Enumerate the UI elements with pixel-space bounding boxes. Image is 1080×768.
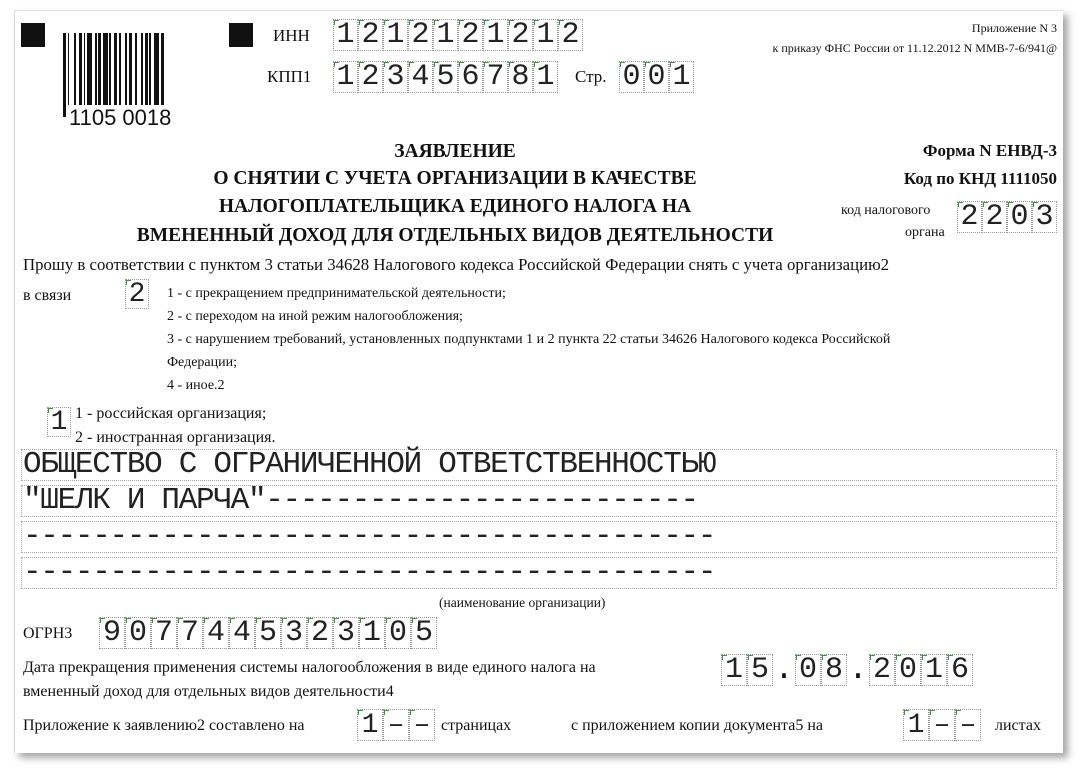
- date-label-1: Дата прекращения применения системы налогообложения в виде единого налога на: [23, 659, 596, 676]
- corner-marker-left: [21, 23, 45, 47]
- ogrn-field[interactable]: [99, 617, 437, 649]
- inn-label: ИНН: [273, 26, 310, 45]
- digit-cell[interactable]: 5: [747, 654, 773, 686]
- digit-cell[interactable]: 2: [957, 201, 982, 233]
- digit-cell[interactable]: 0: [385, 617, 411, 649]
- digit-cell[interactable]: 2: [408, 19, 433, 51]
- reason-3: 3 - с нарушением требований, установленных подпунктами 1 и 2 пункта 22 статьи 34626 Налогового кодекса Российской: [167, 332, 891, 347]
- digit-cell[interactable]: 2: [458, 19, 483, 51]
- digit-cell[interactable]: 0: [895, 654, 921, 686]
- digit-cell[interactable]: 9: [99, 617, 125, 649]
- digit-cell[interactable]: –: [955, 709, 981, 741]
- appendix-line-2: к приказу ФНС России от 11.12.2012 N ММВ-7-6/941@: [772, 41, 1057, 55]
- termination-date-field[interactable]: [721, 651, 973, 688]
- request-text: Прошу в соответствии с пунктом 3 статьи 34628 Налогового кодекса Российской Федерации снять с учета организацию2: [23, 255, 889, 274]
- pages-label-1: Приложение к заявлению2 составлено на: [23, 717, 305, 734]
- kpp-label: КПП1: [267, 67, 312, 86]
- sheets-label-2: листах: [995, 717, 1041, 734]
- knd-label: Код по КНД 1111050: [903, 169, 1057, 188]
- inn-field[interactable]: [333, 19, 583, 51]
- reason-4: 4 - иное.2: [167, 378, 225, 393]
- digit-cell[interactable]: 4: [229, 617, 255, 649]
- form-label: Форма N ЕНВД-3: [922, 141, 1057, 160]
- digit-cell[interactable]: 3: [1032, 201, 1057, 233]
- date-month-field[interactable]: [795, 654, 847, 686]
- digit-cell[interactable]: 1: [359, 617, 385, 649]
- date-year-field[interactable]: [869, 654, 973, 686]
- page-number-field[interactable]: [619, 61, 694, 93]
- digit-cell[interactable]: 1: [533, 61, 558, 93]
- digit-cell[interactable]: 6: [458, 61, 483, 93]
- ogrn-label: ОГРН3: [23, 625, 73, 642]
- digit-cell[interactable]: –: [929, 709, 955, 741]
- kpp-field[interactable]: [333, 61, 558, 93]
- tax-code-label-1: код налогового: [841, 203, 931, 218]
- digit-cell[interactable]: 2: [358, 19, 383, 51]
- digit-cell[interactable]: 7: [483, 61, 508, 93]
- digit-cell[interactable]: 1: [47, 407, 71, 437]
- appendix-line-1: Приложение N 3: [971, 21, 1057, 35]
- tax-code-label-2: органа: [905, 225, 945, 240]
- pages-count-field[interactable]: [357, 709, 435, 741]
- digit-cell[interactable]: 2: [869, 654, 895, 686]
- digit-cell[interactable]: 2: [558, 19, 583, 51]
- digit-cell[interactable]: 0: [1007, 201, 1032, 233]
- date-day-field[interactable]: [721, 654, 773, 686]
- digit-cell[interactable]: 1: [383, 19, 408, 51]
- digit-cell[interactable]: 1: [903, 709, 929, 741]
- form-sheet: [14, 10, 1063, 753]
- tax-authority-code-field[interactable]: [957, 201, 1057, 233]
- date-label-2: вмененный доход для отдельных видов деятельности4: [23, 683, 394, 700]
- organization-type-field[interactable]: [47, 407, 71, 437]
- digit-cell[interactable]: 3: [333, 617, 359, 649]
- digit-cell[interactable]: 7: [151, 617, 177, 649]
- sheets-count-field[interactable]: [903, 709, 981, 741]
- page-label: Стр.: [575, 67, 607, 86]
- reason-label: в связи: [23, 287, 72, 304]
- digit-cell[interactable]: 2: [125, 279, 149, 309]
- digit-cell[interactable]: 0: [125, 617, 151, 649]
- org-name-caption: (наименование организации): [439, 595, 606, 610]
- digit-cell[interactable]: 2: [307, 617, 333, 649]
- sheets-label-1: с приложением копии документа5 на: [571, 717, 823, 734]
- date-separator-2: .: [848, 651, 868, 688]
- digit-cell[interactable]: 0: [619, 61, 644, 93]
- org-name-line-2[interactable]: "ШЕЛК И ПАРЧА"-------------------------: [23, 483, 698, 518]
- digit-cell[interactable]: 8: [508, 61, 533, 93]
- title-line-1: ЗАЯВЛЕНИЕ: [394, 141, 516, 162]
- reason-3-cont: Федерации;: [167, 355, 238, 370]
- reason-code-field[interactable]: [125, 279, 149, 309]
- digit-cell[interactable]: 2: [358, 61, 383, 93]
- digit-cell[interactable]: 1: [333, 61, 358, 93]
- org-type-2: 2 - иностранная организация.: [75, 429, 276, 446]
- title-line-2: О СНЯТИИ С УЧЕТА ОРГАНИЗАЦИИ В КАЧЕСТВЕ: [213, 168, 697, 189]
- corner-marker-right: [229, 23, 253, 47]
- digit-cell[interactable]: 1: [357, 709, 383, 741]
- reason-1: 1 - с прекращением предпринимательской деятельности;: [167, 286, 506, 301]
- digit-cell[interactable]: 6: [947, 654, 973, 686]
- org-name-line-4[interactable]: ----------------------------------------: [23, 555, 716, 590]
- digit-cell[interactable]: 4: [408, 61, 433, 93]
- digit-cell[interactable]: 1: [921, 654, 947, 686]
- digit-cell[interactable]: 1: [669, 61, 694, 93]
- digit-cell[interactable]: 5: [433, 61, 458, 93]
- digit-cell[interactable]: 0: [795, 654, 821, 686]
- digit-cell[interactable]: 8: [821, 654, 847, 686]
- digit-cell[interactable]: 1: [483, 19, 508, 51]
- barcode-text: 1105 0018: [69, 105, 172, 130]
- pages-label-2: страницах: [441, 717, 512, 734]
- reason-2: 2 - с переходом на иной режим налогообложения;: [167, 309, 463, 324]
- title-line-3: НАЛОГОПЛАТЕЛЬЩИКА ЕДИНОГО НАЛОГА НА: [218, 196, 692, 217]
- date-separator-1: .: [774, 651, 794, 688]
- digit-cell[interactable]: 1: [533, 19, 558, 51]
- org-type-1: 1 - российская организация;: [75, 405, 267, 422]
- digit-cell[interactable]: 2: [508, 19, 533, 51]
- digit-cell[interactable]: 7: [177, 617, 203, 649]
- org-name-line-1[interactable]: ОБЩЕСТВО С ОГРАНИЧЕННОЙ ОТВЕТСТВЕННОСТЬЮ: [23, 447, 716, 482]
- org-name-line-3[interactable]: ----------------------------------------: [23, 519, 716, 554]
- digit-cell[interactable]: 1: [433, 19, 458, 51]
- digit-cell[interactable]: –: [409, 709, 435, 741]
- digit-cell[interactable]: 5: [411, 617, 437, 649]
- digit-cell[interactable]: 5: [255, 617, 281, 649]
- title-line-4: ВМЕНЕННЫЙ ДОХОД ДЛЯ ОТДЕЛЬНЫХ ВИДОВ ДЕЯТЕЛЬНОСТИ: [136, 225, 774, 246]
- digit-cell[interactable]: 1: [333, 19, 358, 51]
- digit-cell[interactable]: 4: [203, 617, 229, 649]
- digit-cell[interactable]: 3: [383, 61, 408, 93]
- digit-cell[interactable]: –: [383, 709, 409, 741]
- digit-cell[interactable]: 1: [721, 654, 747, 686]
- digit-cell[interactable]: 2: [982, 201, 1007, 233]
- digit-cell[interactable]: 3: [281, 617, 307, 649]
- digit-cell[interactable]: 0: [644, 61, 669, 93]
